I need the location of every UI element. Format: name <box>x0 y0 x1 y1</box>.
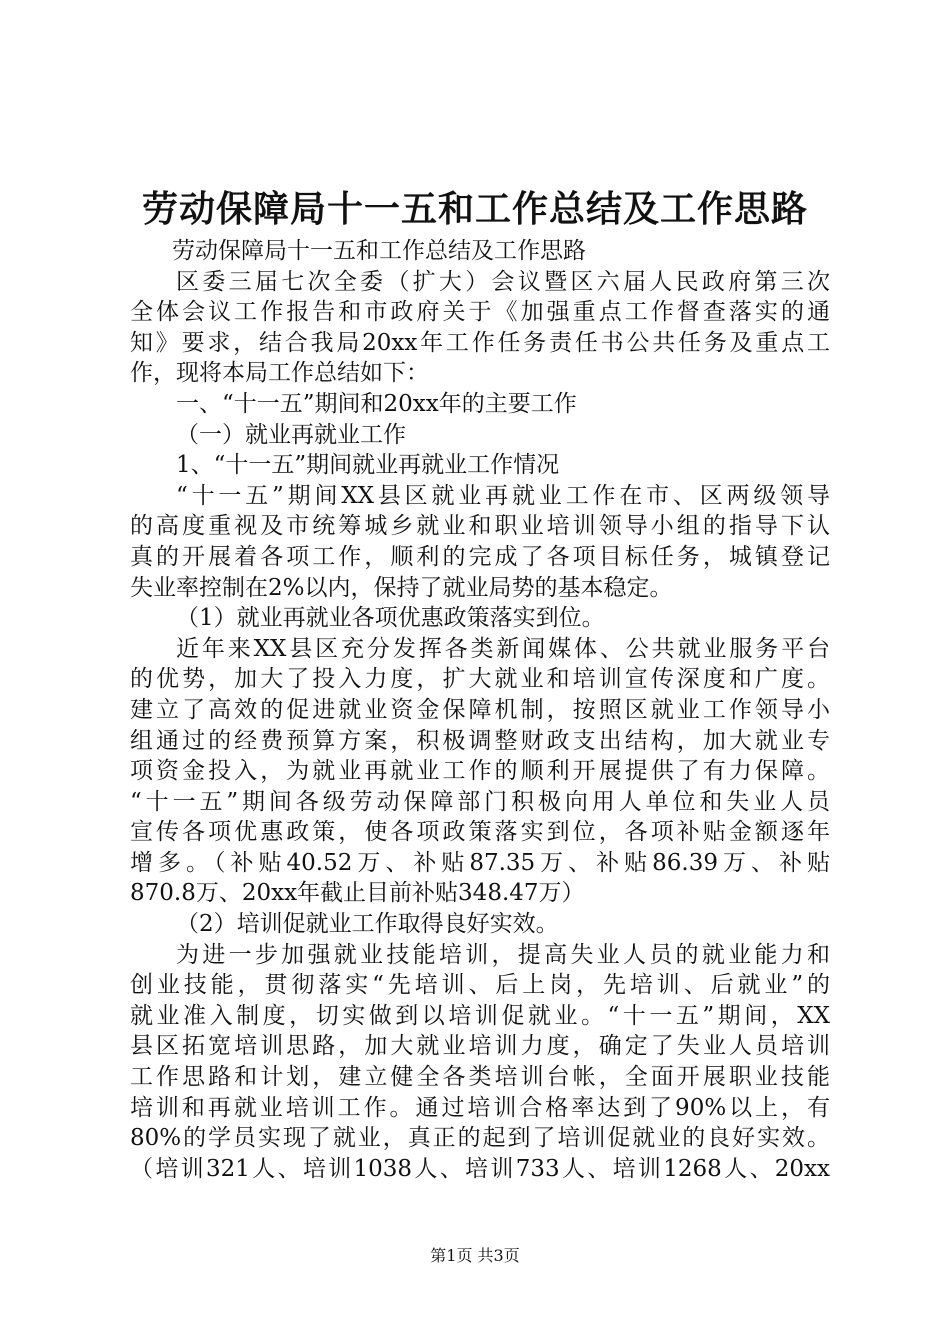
paragraph-line: 全体会议工作报告和市政府关于《加强重点工作督查落实的通 <box>130 299 830 326</box>
document-body <box>130 236 830 1184</box>
paragraph-line: 建立了高效的促进就业资金保障机制，按照区就业工作领导小 <box>130 696 830 723</box>
paragraph-line: 870.8万、20xx年截止目前补贴348.47万） <box>130 880 585 907</box>
page-number-footer: 第1页 共3页 <box>430 1246 520 1265</box>
paragraph-line: 工作思路和计划，建立健全各类培训台帐，全面开展职业技能 <box>130 1064 830 1091</box>
paragraph-line: 为进一步加强就业技能培训，提高失业人员的就业能力和 <box>176 941 830 968</box>
paragraph-line: 近年来XX县区充分发挥各类新闻媒体、公共就业服务平台 <box>176 635 830 662</box>
paragraph-line: 区委三届七次全委（扩大）会议暨区六届人民政府第三次 <box>176 268 830 295</box>
subsection-heading: （2）培训促就业工作取得良好实效。 <box>176 911 559 938</box>
paragraph-line: 项资金投入，为就业再就业工作的顺利开展提供了有力保障。 <box>130 758 830 785</box>
section-heading: 一、“十一五”期间和20xx年的主要工作 <box>176 390 577 417</box>
paragraph-line: 培训和再就业培训工作。通过培训合格率达到了90%以上，有 <box>130 1094 830 1121</box>
subsection-heading: 1、“十一五”期间就业再就业工作情况 <box>176 452 560 479</box>
paragraph-line: 创业技能，贯彻落实“先培训、后上岗，先培训、后就业”的 <box>130 972 830 999</box>
document-title: 劳动保障局十一五和工作总结及工作思路 <box>141 188 808 230</box>
paragraph-line: 知》要求，结合我局20xx年工作任务责任书公共任务及重点工 <box>130 329 830 356</box>
subsection-heading: （一）就业再就业工作 <box>176 421 406 448</box>
paragraph-line: 的优势，加大了投入力度，扩大就业和培训宣传深度和广度。 <box>130 666 830 693</box>
paragraph-line: 失业率控制在2%以内，保持了就业局势的基本稳定。 <box>130 574 673 601</box>
subtitle-line: 劳动保障局十一五和工作总结及工作思路 <box>172 238 586 264</box>
paragraph-line: 宣传各项优惠政策，使各项政策落实到位，各项补贴金额逐年 <box>130 819 830 846</box>
paragraph-line: 就业准入制度，切实做到以培训促就业。“十一五”期间，XX <box>130 1002 830 1029</box>
paragraph-line: 增多。（补贴40.52万、补贴87.35万、补贴86.39万、补贴 <box>130 849 830 876</box>
paragraph-line: “十一五”期间XX县区就业再就业工作在市、区两级领导 <box>176 482 830 509</box>
paragraph-line: （培训321人、培训1038人、培训733人、培训1268人、20xx <box>130 1155 830 1182</box>
paragraph-line: “十一五”期间各级劳动保障部门积极向用人单位和失业人员 <box>130 788 830 815</box>
paragraph-line: 的高度重视及市统筹城乡就业和职业培训领导小组的指导下认 <box>130 513 830 540</box>
paragraph-line: 作，现将本局工作总结如下： <box>130 360 429 387</box>
paragraph-line: 80%的学员实现了就业，真正的起到了培训促就业的良好实效。 <box>130 1125 830 1152</box>
subsection-heading: （1）就业再就业各项优惠政策落实到位。 <box>176 605 605 632</box>
paragraph-line: 真的开展着各项工作，顺利的完成了各项目标任务，城镇登记 <box>130 543 830 570</box>
paragraph-line: 县区拓宽培训思路，加大就业培训力度，确定了失业人员培训 <box>130 1033 830 1060</box>
paragraph-line: 组通过的经费预算方案，积极调整财政支出结构，加大就业专 <box>130 727 830 754</box>
